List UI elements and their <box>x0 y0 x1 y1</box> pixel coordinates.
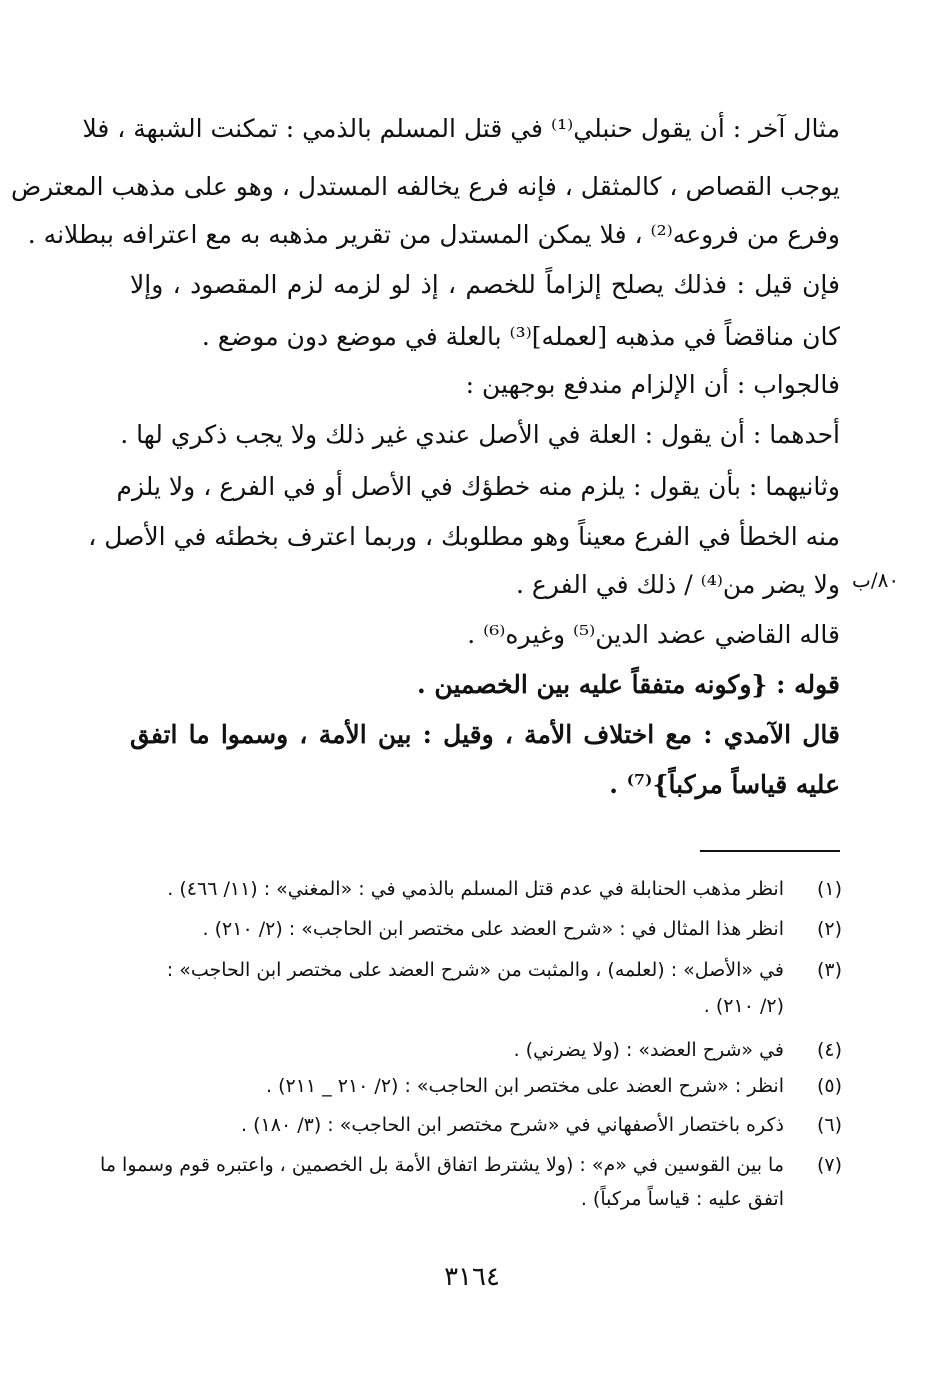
quoted-text-line: قال الآمدي : مع اختلاف الأمة ، وقيل : بين الأمة ، وسموا ما اتفق <box>130 720 840 749</box>
footnote-text: انظر مذهب الحنابلة في عدم قتل المسلم بالذمي في : «المغني» : (١١/ ٤٦٦) . <box>167 878 784 900</box>
text-line: منه الخطأ في الفرع معيناً وهو مطلوبك ، وربما اعترف بخطئه في الأصل ، <box>88 522 840 551</box>
quoted-text-line: قوله : {وكونه متفقاً عليه بين الخصمين . <box>417 670 840 699</box>
text-line: أحدهما : أن يقول : العلة في الأصل عندي غير ذلك ولا يجب ذكري لها . <box>120 420 840 449</box>
folio-margin-note: ٨٠/ب <box>852 568 900 592</box>
footnote-number: (٥) <box>816 1075 842 1097</box>
footnote-text: ما بين القوسين في «م» : (ولا يشترط اتفاق الأمة بل الخصمين ، واعتبره قوم وسموا ما <box>100 1154 784 1176</box>
footnote-number: (٦) <box>816 1114 842 1136</box>
text-line: يوجب القصاص ، كالمثقل ، فإنه فرع يخالفه المستدل ، وهو على مذهب المعترض <box>10 172 840 201</box>
text-line: فالجواب : أن الإلزام مندفع بوجهين : <box>465 370 840 399</box>
footnote-number: (٣) <box>816 959 842 981</box>
footnote-text: في «شرح العضد» : (ولا يضرني) . <box>513 1039 784 1061</box>
footnote-text: في «الأصل» : (لعلمه) ، والمثبت من «شرح العضد على مختصر ابن الحاجب» : <box>166 959 784 981</box>
footnote-number: (١) <box>816 878 842 900</box>
text-line: وثانيهما : بأن يقول : يلزم منه خطؤك في الأصل أو في الفرع ، ولا يلزم <box>116 472 840 501</box>
footnote-text: انظر هذا المثال في : «شرح العضد على مختصر ابن الحاجب» : (٢/ ٢١٠) . <box>202 918 784 940</box>
text-line: وفرع من فروعه⁽²⁾ ، فلا يمكن المستدل من تقرير مذهبه به مع اعترافه ببطلانه . <box>27 220 840 249</box>
text-line: فإن قيل : فذلك يصلح إلزاماً للخصم ، إذ لو لزمه لزم المقصود ، وإلا <box>130 270 840 299</box>
page-number: ٣١٦٤ <box>444 1262 500 1292</box>
footnote-text: (٢/ ٢١٠) . <box>703 995 784 1017</box>
footnote-text: اتفق عليه : قياساً مركباً) . <box>580 1188 784 1210</box>
footnote-text: انظر : «شرح العضد على مختصر ابن الحاجب» : (٢/ ٢١٠ _ ٢١١) . <box>266 1075 784 1097</box>
footnote-text: ذكره باختصار الأصفهاني في «شرح مختصر ابن الحاجب» : (٣/ ١٨٠) . <box>241 1114 784 1136</box>
text-line: كان مناقضاً في مذهبه [لعمله]⁽³⁾ بالعلة في موضع دون موضع . <box>201 322 840 351</box>
text-line: قاله القاضي عضد الدين⁽⁵⁾ وغيره⁽⁶⁾ . <box>467 620 840 649</box>
footnote-separator <box>700 850 840 852</box>
footnote-number: (٢) <box>816 918 842 940</box>
footnote-number: (٧) <box>816 1154 842 1176</box>
quoted-text-line: عليه قياساً مركباً}⁽⁷⁾ . <box>609 770 840 799</box>
text-line: مثال آخر : أن يقول حنبلي⁽¹⁾ في قتل المسلم بالذمي : تمكنت الشبهة ، فلا <box>82 114 840 143</box>
text-line: ولا يضر من⁽⁴⁾ / ذلك في الفرع . <box>515 570 840 599</box>
footnote-number: (٤) <box>816 1039 842 1061</box>
